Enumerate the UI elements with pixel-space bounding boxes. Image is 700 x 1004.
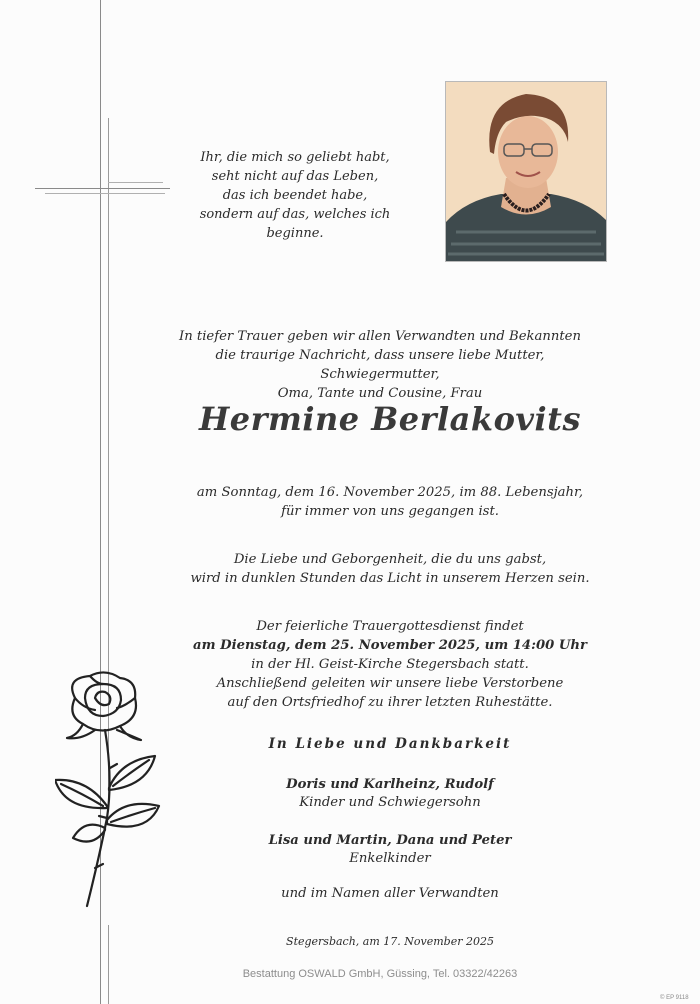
family-relation: Enkelkinder: [349, 851, 431, 866]
thanks-heading: In Liebe und Dankbarkeit: [268, 736, 512, 752]
portrait-photo: [445, 81, 607, 262]
service-date: am Dienstag, dem 25. November 2025, um 14:00 Uhr: [193, 638, 587, 653]
memorial-quote: Ihr, die mich so geliebt habt, seht nicht auf das Leben, das ich beendet habe, sondern auf das, welches ich beginne.: [199, 150, 391, 241]
funeral-service-text: Der feierliche Trauergottesdienst findet am Dienstag, dem 25. November 2025, um 14:00 Uhr in der Hl. Geist-Kirche Stegersbach statt. Anschließend geleiten wir unsere liebe Verstorbene auf den Ortsfriedhof zu ihrer letzten Ruhestätte.: [170, 617, 610, 712]
place-date: Stegersbach, am 17. November 2025: [286, 935, 494, 948]
death-date-text: am Sonntag, dem 16. November 2025, im 88. Lebensjahr, für immer von uns gegangen ist.: [196, 485, 584, 519]
love-verse: Die Liebe und Geborgenheit, die du uns gabst, wird in dunklen Stunden das Licht in unserem Herzen sein.: [190, 552, 590, 586]
print-code: © EP 9118: [660, 995, 689, 1001]
rose-icon: [55, 668, 170, 913]
announcement-text: In tiefer Trauer geben wir allen Verwandten und Bekannten die traurige Nachricht, dass unsere liebe Mutter, Schwiegermutter, Oma, Tante und Cousine, Frau: [179, 329, 581, 401]
relatives-line: und im Namen aller Verwandten: [281, 886, 499, 901]
deceased-name: Hermine Berlakovits: [199, 400, 581, 438]
family-group: [170, 776, 610, 812]
family-names: Lisa und Martin, Dana und Peter: [268, 833, 512, 848]
family-names: Doris und Karlheinz, Rudolf: [286, 777, 494, 792]
family-relation: Kinder und Schwiegersohn: [299, 795, 481, 810]
family-group: [170, 832, 610, 868]
undertaker-footer: Bestattung OSWALD GmbH, Güssing, Tel. 03322/42263: [242, 968, 518, 980]
